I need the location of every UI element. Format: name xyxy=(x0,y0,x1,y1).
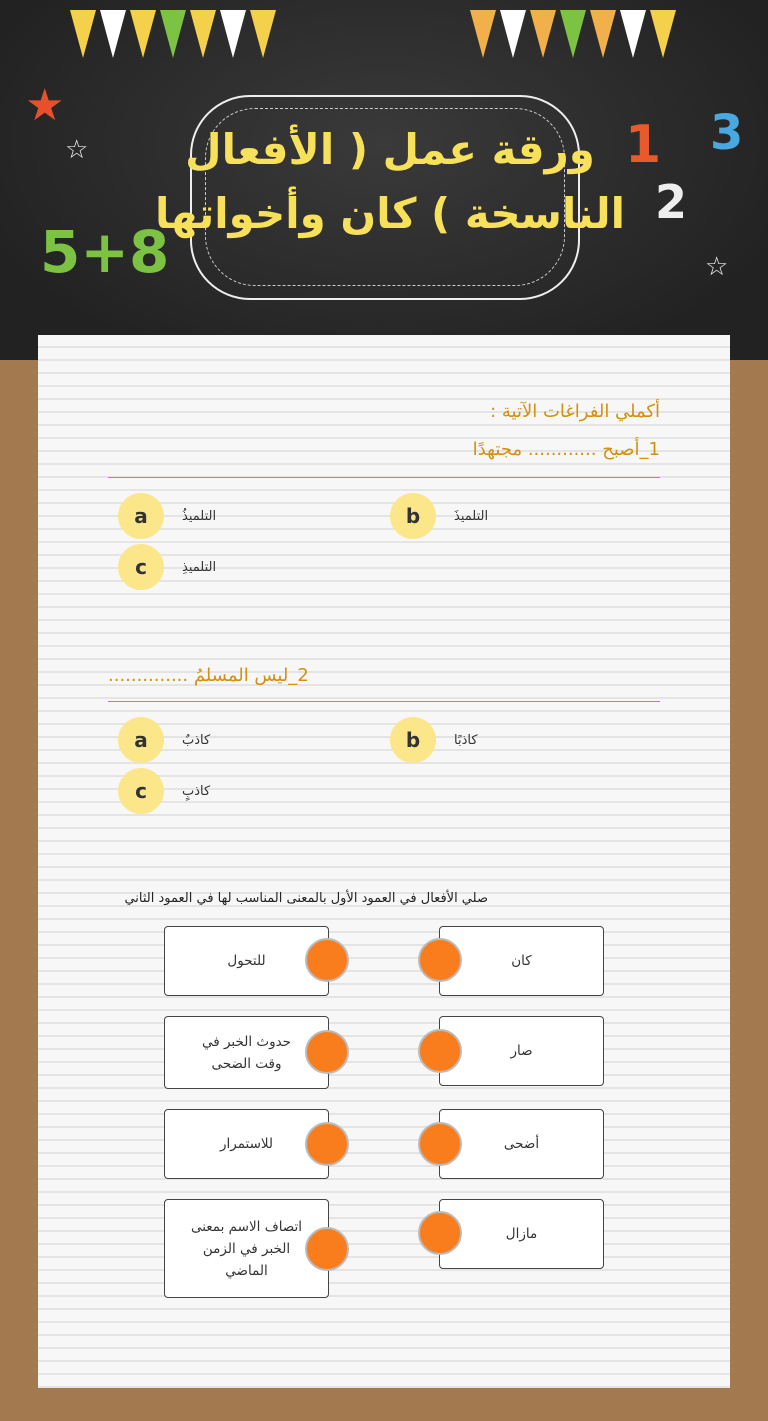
connector-dot[interactable] xyxy=(418,1029,462,1073)
match-left-card[interactable]: للتحول xyxy=(164,926,329,996)
star-icon: ★ xyxy=(25,80,65,131)
connector-dot[interactable] xyxy=(418,1122,462,1166)
section1-instruction: أكملي الفراغات الآتية : xyxy=(490,401,660,422)
divider xyxy=(108,701,660,702)
connector-dot[interactable] xyxy=(305,1030,349,1074)
option-2a[interactable] xyxy=(118,717,210,763)
connector-dot[interactable] xyxy=(305,938,349,982)
star-outline-icon: ☆ xyxy=(65,135,89,165)
connector-dot[interactable] xyxy=(305,1122,349,1166)
matching-instruction: صلي الأفعال في العمود الأول بالمعنى المناسب لها في العمود الثاني xyxy=(124,891,488,906)
question-1-text: 1_أصبح ............ مجتهدًا xyxy=(472,439,660,460)
bunting-left xyxy=(70,10,276,58)
chalkboard-header xyxy=(0,0,768,360)
match-right-card[interactable]: صار xyxy=(439,1016,604,1086)
match-left-card[interactable]: اتصاف الاسم بمعنى الخبر في الزمن الماضي xyxy=(164,1199,329,1298)
connector-dot[interactable] xyxy=(305,1227,349,1271)
option-2c[interactable] xyxy=(118,768,210,814)
option-2b[interactable] xyxy=(390,717,478,763)
question-2-text: 2_ليس المسلمُ .............. xyxy=(108,665,309,686)
match-right-card[interactable]: كان xyxy=(439,926,604,996)
match-left-card[interactable]: للاستمرار xyxy=(164,1109,329,1179)
option-1c[interactable] xyxy=(118,544,216,590)
option-letter: c xyxy=(118,768,164,814)
divider xyxy=(108,477,660,478)
match-right-card[interactable]: مازال xyxy=(439,1199,604,1269)
match-right-card[interactable]: أضحى xyxy=(439,1109,604,1179)
option-text: التلميذَ xyxy=(454,508,489,524)
option-1a[interactable] xyxy=(118,493,216,539)
bunting-right xyxy=(470,10,676,58)
option-letter: b xyxy=(390,717,436,763)
option-letter: b xyxy=(390,493,436,539)
option-text: كاذبٍ xyxy=(182,783,211,799)
match-left-card[interactable]: حدوث الخبر في وقت الضحى xyxy=(164,1016,329,1089)
number-two-icon: 2 xyxy=(655,175,688,229)
number-one-icon: 1 xyxy=(625,115,662,175)
option-text: كاذبًا xyxy=(454,732,478,748)
star-outline-icon: ☆ xyxy=(705,252,729,282)
option-letter: a xyxy=(118,717,164,763)
connector-dot[interactable] xyxy=(418,1211,462,1255)
math-sum-icon: 5+8 xyxy=(40,218,170,286)
page-title: ورقة عمل ( الأفعال الناسخة ) كان وأخواتها xyxy=(155,125,625,238)
option-text: التلميذُ xyxy=(182,508,217,524)
option-1b[interactable] xyxy=(390,493,488,539)
worksheet-paper xyxy=(38,335,730,1388)
connector-dot[interactable] xyxy=(418,938,462,982)
option-letter: c xyxy=(118,544,164,590)
option-text: التلميذِ xyxy=(182,559,217,575)
option-letter: a xyxy=(118,493,164,539)
number-three-icon: 3 xyxy=(710,105,744,161)
option-text: كاذبٌ xyxy=(182,732,211,748)
